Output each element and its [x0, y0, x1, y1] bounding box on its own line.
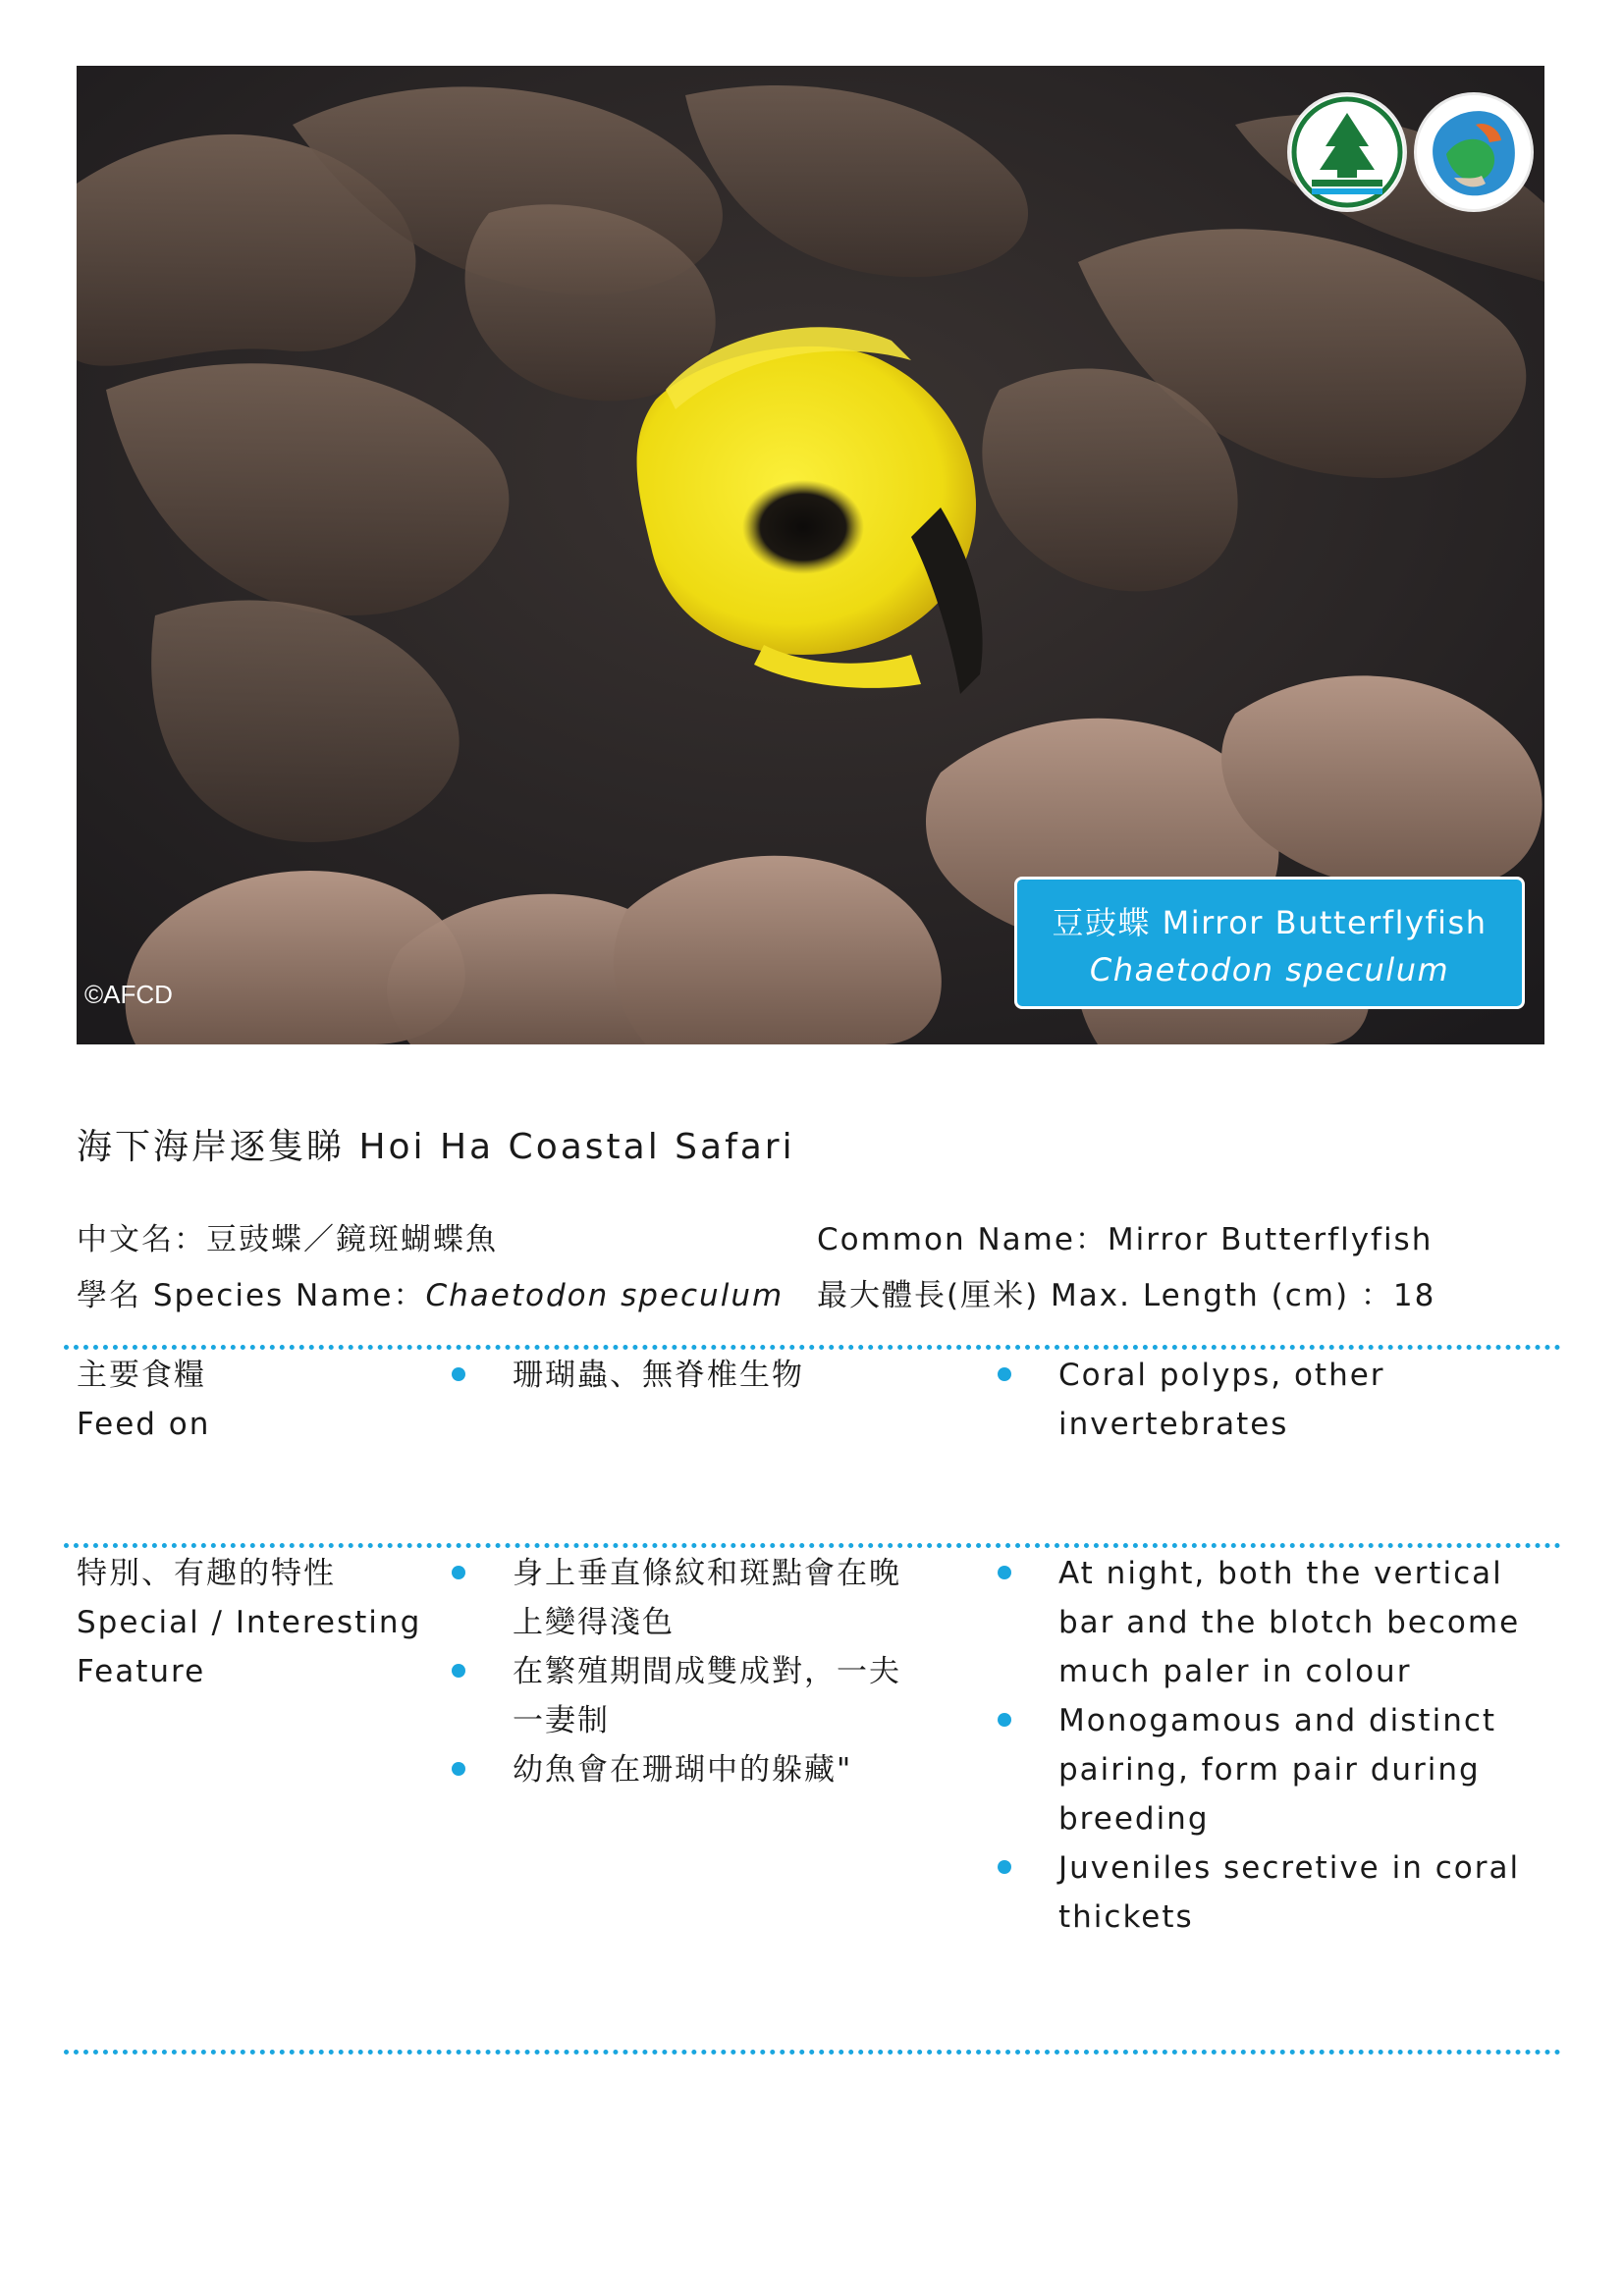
page-title: 海下海岸逐隻睇 Hoi Ha Coastal Safari: [77, 1127, 795, 1167]
feed-list-zh: [513, 1351, 925, 1400]
bullet-icon: [998, 1860, 1011, 1874]
caption-zh-name: 豆豉蝶: [1052, 904, 1151, 941]
feed-zh-text: 珊瑚蟲、無脊椎生物: [513, 1358, 804, 1393]
list-item: [513, 1351, 925, 1400]
feed-en-text: Coral polyps, other invertebrates: [1058, 1358, 1385, 1442]
list-item: [513, 1647, 915, 1745]
special-en-text: At night, both the vertical bar and the blotch become much paler in colour: [1058, 1556, 1521, 1689]
species-name: [77, 1270, 784, 1314]
bullet-icon: [998, 1367, 1011, 1381]
special-label-zh: 特別、有趣的特性: [77, 1556, 336, 1591]
list-item: [1058, 1549, 1549, 1696]
divider: [64, 1543, 1561, 1548]
chinese-name: 中文名：豆豉蝶／鏡斑蝴蝶魚: [77, 1222, 498, 1257]
special-zh-text: 幼魚會在珊瑚中的躲藏": [513, 1752, 853, 1788]
divider: [64, 2050, 1561, 2055]
special-label: [77, 1549, 440, 1696]
list-item: [1058, 1351, 1432, 1449]
species-caption: [1014, 877, 1525, 1009]
special-list-zh: [513, 1549, 915, 1794]
special-en-text: Juveniles secretive in coral thickets: [1058, 1850, 1521, 1935]
photo-credit: ©AFCD: [84, 980, 173, 1009]
caption-en-name: Mirror Butterflyfish: [1162, 904, 1488, 941]
max-length: 最大體長(厘米) Max. Length (cm) ：18: [817, 1278, 1436, 1313]
special-zh-text: 在繁殖期間成雙成對，一夫一妻制: [513, 1654, 901, 1738]
bullet-icon: [452, 1762, 465, 1776]
list-item: [1058, 1696, 1549, 1843]
afcd-tree-logo: [1290, 95, 1404, 209]
divider: [64, 1345, 1561, 1350]
feed-list-en: [1058, 1351, 1432, 1449]
feed-label-en: Feed on: [77, 1407, 211, 1442]
special-en-text: Monogamous and distinct pairing, form pair during breeding: [1058, 1703, 1497, 1837]
bullet-icon: [998, 1566, 1011, 1579]
common-name: Common Name：Mirror Butterflyfish: [817, 1222, 1434, 1257]
special-label-en: Special / Interesting Feature: [77, 1605, 422, 1689]
bullet-icon: [998, 1713, 1011, 1727]
special-zh-text: 身上垂直條紋和斑點會在晚上變得淺色: [513, 1556, 901, 1640]
bullet-icon: [452, 1566, 465, 1579]
caption-scientific: Chaetodon speculum: [1089, 951, 1450, 988]
special-list-en: [1058, 1549, 1549, 1942]
feed-label-zh: 主要食糧: [77, 1358, 206, 1393]
list-item: [513, 1549, 915, 1647]
species-value: Chaetodon speculum: [425, 1278, 785, 1313]
feed-label: [77, 1351, 450, 1449]
hoi-ha-sea-logo: [1417, 95, 1531, 209]
list-item: [1058, 1843, 1549, 1942]
list-item: [513, 1745, 915, 1794]
bullet-icon: [452, 1367, 465, 1381]
caption-name: [1017, 901, 1522, 944]
species-label: 學名 Species Name：: [77, 1278, 426, 1313]
species-photo: [77, 66, 1544, 1044]
bullet-icon: [452, 1664, 465, 1678]
